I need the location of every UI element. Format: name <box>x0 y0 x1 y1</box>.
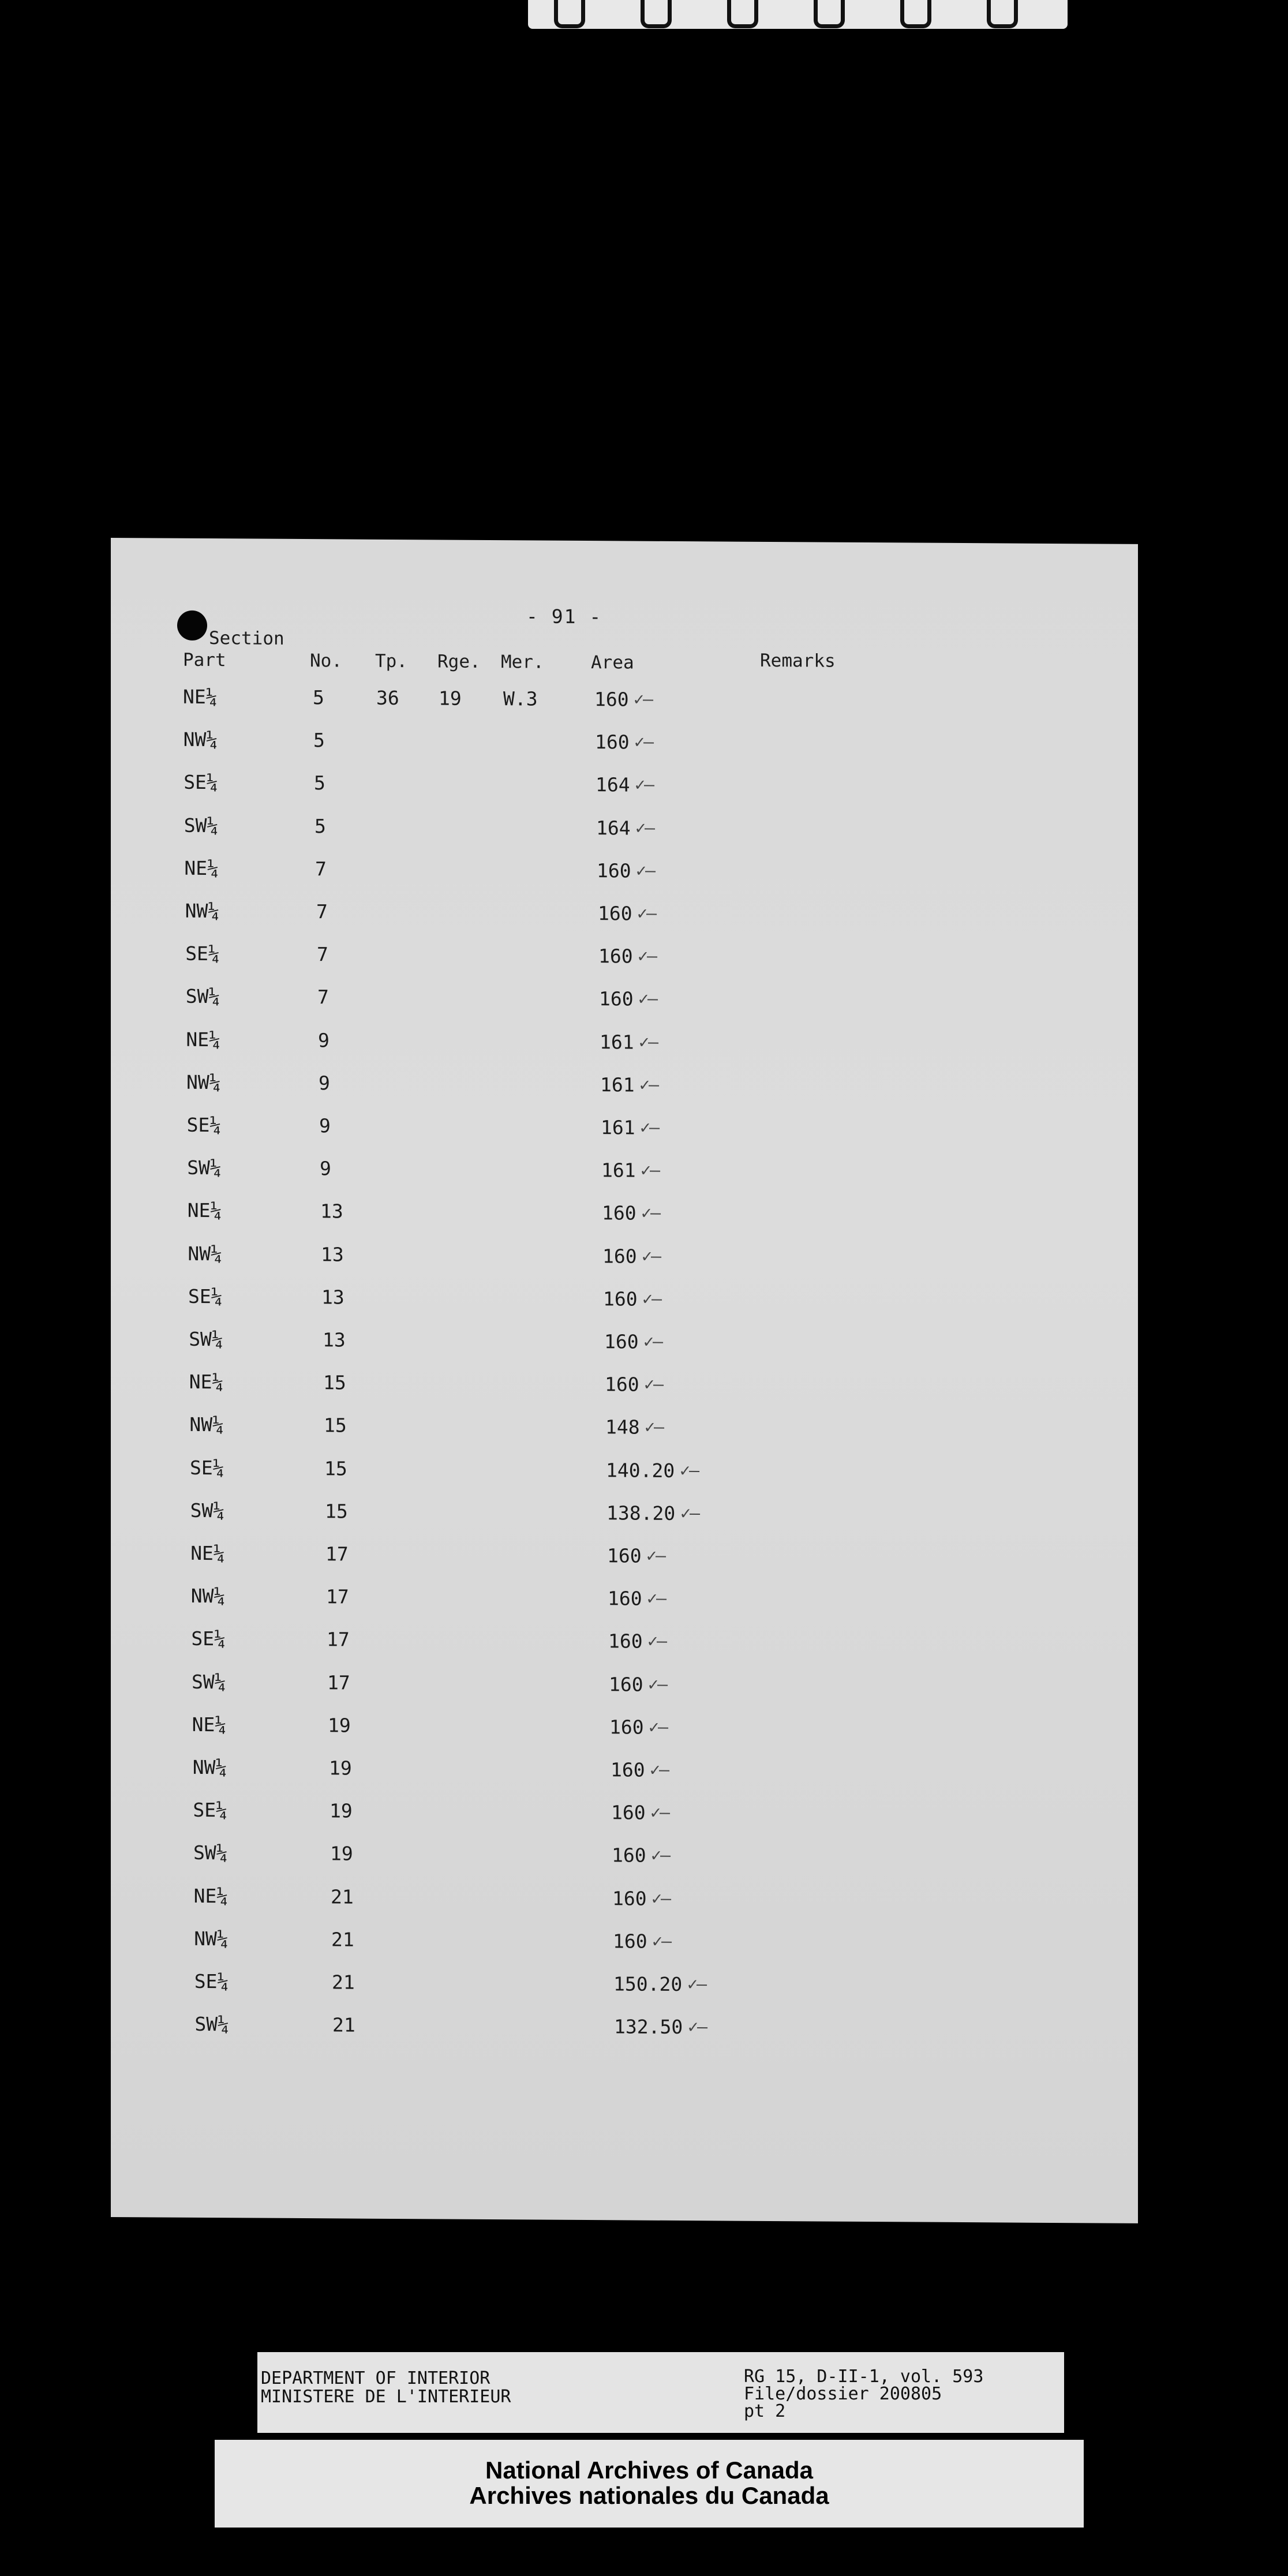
table-row <box>111 2012 1138 2061</box>
cell-part: NW¼ <box>186 1070 221 1094</box>
cell-no: 17 <box>325 1542 349 1566</box>
sprocket-mark <box>900 0 931 28</box>
cell-no: 17 <box>326 1585 349 1608</box>
archive-name-fr: Archives nationales du Canada <box>469 2482 829 2509</box>
cell-no: 21 <box>332 2013 355 2036</box>
cell-no: 7 <box>316 900 328 923</box>
table-row <box>111 1670 1138 1719</box>
table-row <box>111 1113 1138 1162</box>
check-mark-icon: ✓— <box>649 1717 668 1738</box>
cell-area: 164 <box>596 816 631 840</box>
cell-area: 160 <box>597 859 631 882</box>
cell-part: NE¼ <box>193 1884 229 1907</box>
header-part: Part <box>183 649 226 671</box>
cell-area: 148 <box>605 1416 640 1439</box>
cell-part: SE¼ <box>191 1627 226 1650</box>
check-mark-icon: ✓— <box>652 1888 671 1909</box>
cell-area: 160 <box>602 1201 636 1225</box>
sprocket-mark <box>641 0 672 28</box>
cell-part: NE¼ <box>192 1713 227 1736</box>
check-mark-icon: ✓— <box>639 1074 658 1095</box>
cell-part: SE¼ <box>190 1456 224 1479</box>
cell-no: 7 <box>317 943 328 966</box>
cell-tp: 36 <box>376 686 399 710</box>
cell-no: 19 <box>330 1842 353 1865</box>
reference-label <box>744 2368 983 2420</box>
cell-no: 5 <box>314 814 326 837</box>
check-mark-icon: ✓— <box>650 1802 669 1824</box>
film-strip <box>528 0 1068 29</box>
cell-part: NW¼ <box>190 1585 226 1608</box>
table-row <box>111 1285 1138 1334</box>
department-label <box>261 2369 511 2406</box>
check-mark-icon: ✓— <box>635 818 654 838</box>
ledger-sheet <box>111 538 1138 2223</box>
cell-part: SE¼ <box>186 1113 222 1137</box>
cell-part: NW¼ <box>185 899 220 923</box>
check-mark-icon: ✓— <box>638 946 657 967</box>
check-mark-icon: ✓— <box>652 1931 671 1952</box>
check-mark-icon: ✓— <box>645 1417 664 1438</box>
cell-area: 132.50 <box>614 2015 683 2039</box>
reference-rg: RG 15, D-II-1, vol. 593 <box>744 2367 984 2387</box>
table-row <box>111 1199 1138 1248</box>
cell-no: 21 <box>332 1971 355 1994</box>
check-mark-icon: ✓— <box>640 1117 659 1138</box>
cell-part: SE¼ <box>185 942 220 965</box>
cell-no: 5 <box>314 772 325 795</box>
table-row <box>111 1242 1138 1291</box>
cell-part: SW¼ <box>185 985 220 1008</box>
check-mark-icon: ✓— <box>680 1460 699 1481</box>
cell-part: SE¼ <box>193 1799 227 1822</box>
cell-no: 21 <box>331 1885 354 1908</box>
cell-area: 160 <box>612 1886 647 1910</box>
check-mark-icon: ✓— <box>648 1674 667 1695</box>
check-mark-icon: ✓— <box>646 1545 665 1566</box>
reference-part: pt 2 <box>744 2401 786 2421</box>
header-section: Section <box>209 628 284 649</box>
check-mark-icon: ✓— <box>642 1289 661 1309</box>
reference-file: File/dossier 200805 <box>744 2384 942 2404</box>
sprocket-mark <box>727 0 758 28</box>
sprocket-mark <box>987 0 1018 28</box>
table-row <box>111 685 1138 734</box>
cell-area: 160 <box>608 1587 642 1610</box>
cell-area: 161 <box>601 1159 636 1182</box>
cell-part: SW¼ <box>192 1670 226 1693</box>
table-row <box>111 942 1138 991</box>
check-mark-icon: ✓— <box>651 1845 670 1866</box>
cell-part: NW¼ <box>183 728 218 751</box>
cell-part: SE¼ <box>194 1970 229 1993</box>
table-row <box>111 1798 1138 1847</box>
cell-area: 160 <box>598 902 632 925</box>
table-row <box>111 1070 1138 1119</box>
table-row <box>111 1584 1138 1633</box>
table-row <box>111 1541 1138 1590</box>
table-row <box>111 1970 1138 2019</box>
check-mark-icon: ✓— <box>641 1160 660 1181</box>
table-row <box>111 1499 1138 1548</box>
cell-area: 161 <box>600 1030 634 1054</box>
check-mark-icon: ✓— <box>680 1503 699 1524</box>
check-mark-icon: ✓— <box>644 1374 663 1395</box>
cell-no: 7 <box>315 857 327 881</box>
check-mark-icon: ✓— <box>643 1331 662 1352</box>
archive-banner <box>215 2440 1084 2528</box>
cell-no: 13 <box>321 1286 345 1309</box>
table-row <box>111 770 1138 819</box>
cell-no: 15 <box>325 1500 348 1523</box>
punch-hole <box>177 611 207 641</box>
cell-area: 160 <box>611 1758 645 1781</box>
cell-area: 160 <box>605 1373 639 1396</box>
cell-area: 160 <box>598 945 633 968</box>
page-number: - 91 - <box>526 605 602 628</box>
table-row <box>111 856 1138 905</box>
cell-area: 160 <box>594 688 629 711</box>
department-line-en: DEPARTMENT OF INTERIOR <box>261 2368 491 2388</box>
cell-no: 13 <box>323 1328 346 1351</box>
cell-area: 140.20 <box>606 1458 675 1482</box>
check-mark-icon: ✓— <box>637 903 656 924</box>
cell-part: SW¼ <box>193 1841 228 1864</box>
cell-no: 19 <box>328 1714 351 1737</box>
cell-no: 15 <box>324 1414 347 1437</box>
header-mer: Mer. <box>501 652 544 673</box>
cell-part: NE¼ <box>190 1541 225 1565</box>
table-row <box>111 1713 1138 1762</box>
cell-no: 21 <box>331 1928 354 1951</box>
header-rge: Rge. <box>437 651 481 672</box>
table-row <box>111 1327 1138 1376</box>
cell-area: 160 <box>607 1544 642 1567</box>
check-mark-icon: ✓— <box>688 2017 707 2038</box>
archive-reference-label <box>257 2352 1064 2433</box>
table-row <box>111 1884 1138 1933</box>
header-remarks: Remarks <box>760 650 836 672</box>
cell-no: 13 <box>320 1200 343 1223</box>
check-mark-icon: ✓— <box>647 1588 666 1609</box>
check-mark-icon: ✓— <box>634 732 653 752</box>
cell-no: 17 <box>327 1628 350 1651</box>
cell-area: 160 <box>613 1930 647 1953</box>
check-mark-icon: ✓— <box>647 1631 667 1652</box>
cell-no: 9 <box>320 1157 331 1180</box>
cell-no: 13 <box>321 1242 344 1266</box>
header-no: No. <box>310 650 342 672</box>
cell-area: 160 <box>609 1672 643 1696</box>
cell-part: NW¼ <box>192 1755 227 1779</box>
cell-rge: 19 <box>439 687 462 710</box>
check-mark-icon: ✓— <box>635 774 654 796</box>
cell-part: SW¼ <box>187 1156 222 1180</box>
cell-part: SW¼ <box>184 814 219 837</box>
header-tp: Tp. <box>375 650 407 672</box>
cell-area: 160 <box>604 1330 639 1353</box>
check-mark-icon: ✓— <box>638 989 657 1010</box>
table-row <box>111 1627 1138 1676</box>
cell-no: 5 <box>313 729 325 752</box>
cell-part: NE¼ <box>187 1199 222 1222</box>
department-line-fr: MINISTERE DE L'INTERIEUR <box>261 2387 511 2407</box>
cell-no: 19 <box>329 1757 352 1780</box>
cell-area: 160 <box>603 1287 638 1311</box>
cell-no: 7 <box>317 986 329 1009</box>
cell-area: 160 <box>602 1244 637 1268</box>
check-mark-icon: ✓— <box>642 1246 661 1267</box>
table-row <box>111 899 1138 948</box>
header-area: Area <box>591 652 634 673</box>
cell-part: NW¼ <box>189 1413 224 1436</box>
cell-part: SW¼ <box>190 1499 225 1522</box>
check-mark-icon: ✓— <box>634 689 653 710</box>
cell-area: 161 <box>601 1116 635 1139</box>
cell-no: 9 <box>319 1114 331 1137</box>
check-mark-icon: ✓— <box>636 860 655 881</box>
cell-area: 150.20 <box>613 1972 683 1996</box>
check-mark-icon: ✓— <box>650 1759 669 1780</box>
sprocket-mark <box>814 0 845 28</box>
cell-part: NW¼ <box>194 1927 229 1950</box>
cell-part: NE¼ <box>184 856 219 879</box>
check-mark-icon: ✓— <box>687 1974 706 1995</box>
cell-area: 161 <box>600 1073 635 1096</box>
cell-no: 5 <box>313 686 324 709</box>
cell-area: 160 <box>608 1630 643 1653</box>
table-row <box>111 814 1138 863</box>
cell-part: NW¼ <box>188 1242 222 1265</box>
cell-area: 160 <box>611 1801 646 1824</box>
cell-area: 160 <box>599 987 634 1010</box>
cell-no: 9 <box>319 1071 330 1095</box>
table-row <box>111 1927 1138 1976</box>
cell-area: 160 <box>609 1716 644 1739</box>
cell-mer: W.3 <box>503 687 538 710</box>
cell-part: SE¼ <box>184 771 218 794</box>
cell-part: SE¼ <box>188 1285 223 1308</box>
table-row <box>111 1370 1138 1419</box>
cell-no: 9 <box>318 1028 330 1051</box>
cell-no: 15 <box>323 1371 346 1394</box>
cell-part: SW¼ <box>189 1327 223 1351</box>
cell-no: 19 <box>330 1799 353 1822</box>
archive-name-en: National Archives of Canada <box>485 2457 813 2484</box>
check-mark-icon: ✓— <box>641 1203 660 1224</box>
cell-no: 17 <box>327 1671 350 1694</box>
cell-no: 15 <box>324 1457 347 1480</box>
check-mark-icon: ✓— <box>639 1032 658 1053</box>
table-row <box>111 1156 1138 1205</box>
table-row <box>111 1755 1138 1804</box>
sprocket-mark <box>554 0 585 28</box>
cell-part: NE¼ <box>183 685 218 709</box>
cell-part: NE¼ <box>186 1028 220 1051</box>
cell-part: NE¼ <box>189 1371 224 1394</box>
table-row <box>111 1456 1138 1505</box>
table-row <box>111 1413 1138 1462</box>
table-row <box>111 1841 1138 1890</box>
table-row <box>111 728 1138 777</box>
cell-area: 164 <box>596 773 630 796</box>
cell-part: SW¼ <box>194 2013 229 2036</box>
cell-area: 160 <box>612 1844 646 1867</box>
cell-area: 138.20 <box>606 1502 676 1525</box>
table-row <box>111 984 1138 1034</box>
cell-area: 160 <box>595 731 630 754</box>
table-row <box>111 1028 1138 1077</box>
